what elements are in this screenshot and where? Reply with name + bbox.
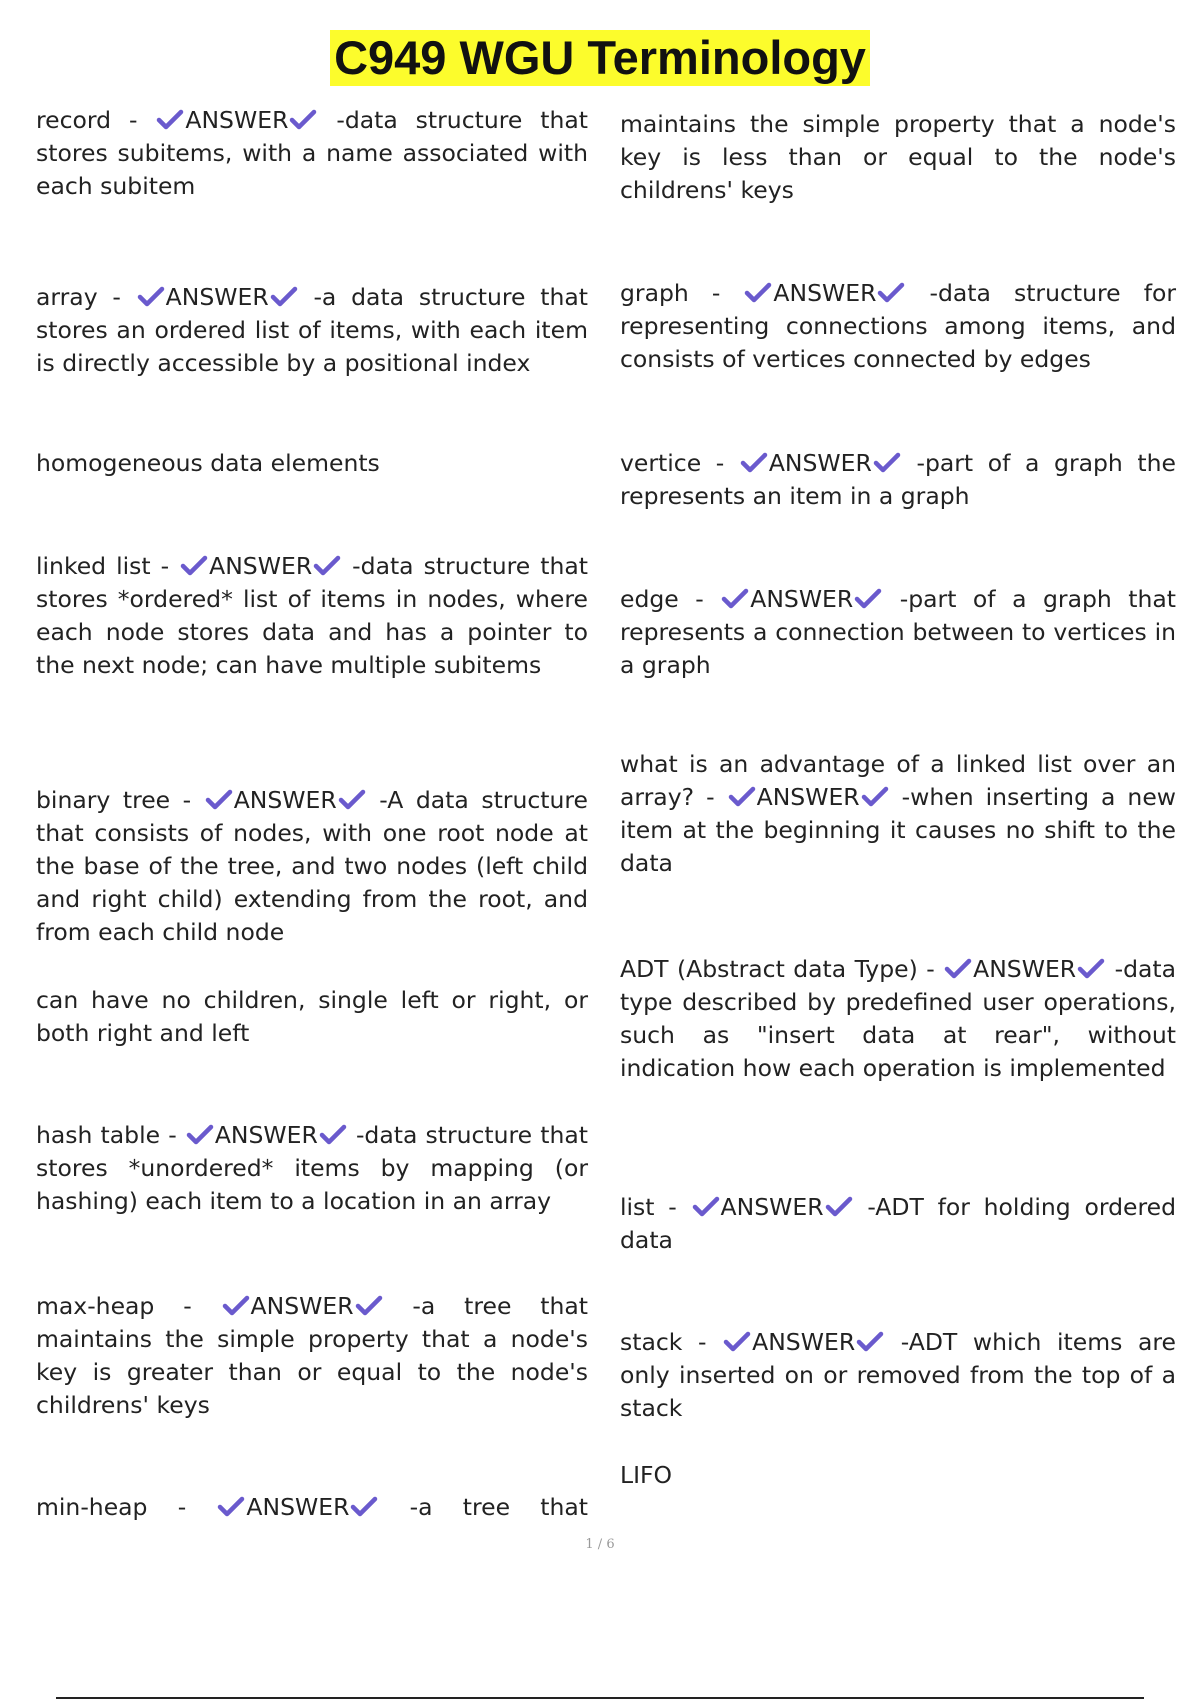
entry-note — [36, 984, 588, 1050]
entry-definition: -data structure for representing connections among items, and consists of vertices connected by edges — [620, 279, 1177, 373]
entry-list — [620, 1191, 1176, 1257]
check-icon — [319, 1123, 347, 1145]
check-icon — [350, 1495, 378, 1517]
entry-definition: -part of a graph the represents an item in a graph — [620, 449, 1176, 510]
entry-definition: -ADT for holding ordered data — [620, 1193, 1177, 1254]
entry-definition: -data structure that stores *ordered* list of items in nodes, where each node stores data and has a pointer to the next node; can have multiple subitems — [36, 552, 588, 679]
entry-hash-table — [36, 1119, 588, 1218]
entry-min-heap — [36, 1491, 588, 1524]
entry-definition: -ADT which items are only inserted on or removed from the top of a stack — [620, 1328, 1177, 1422]
entry-answer: ANSWER — [233, 786, 337, 814]
check-icon — [355, 1294, 383, 1316]
entry-text: can have no children, single left or right, or both right and left — [36, 986, 588, 1047]
check-icon — [180, 554, 208, 576]
entry-term: binary tree - — [36, 786, 204, 814]
check-icon — [723, 1330, 751, 1352]
check-icon — [217, 1495, 245, 1517]
entry-term: edge - — [620, 585, 721, 613]
check-icon — [877, 281, 905, 303]
check-icon — [692, 1195, 720, 1217]
check-icon — [270, 285, 298, 307]
entry-term: list - — [620, 1193, 691, 1221]
entry-term: min-heap - — [36, 1493, 217, 1521]
entry-term: record - — [36, 106, 156, 134]
entry-term: array - — [36, 283, 136, 311]
check-icon — [861, 785, 889, 807]
entry-term: vertice - — [620, 449, 739, 477]
entry-stack — [620, 1326, 1176, 1425]
check-icon — [186, 1123, 214, 1145]
entry-answer: ANSWER — [973, 955, 1077, 983]
check-icon — [854, 587, 882, 609]
entry-answer: ANSWER — [773, 279, 877, 307]
entry-term: hash table - — [36, 1121, 185, 1149]
entry-adt — [620, 953, 1176, 1085]
entry-definition: -data type described by predefined user operations, such as "insert data at rear", without indication how each operation is implemented — [620, 955, 1176, 1082]
entry-graph — [620, 277, 1176, 376]
entry-answer: ANSWER — [768, 449, 872, 477]
entry-answer: ANSWER — [185, 106, 289, 134]
bottom-divider — [56, 1697, 1144, 1699]
entry-answer: ANSWER — [165, 283, 269, 311]
entry-text: homogeneous data elements — [36, 449, 380, 477]
entry-answer: ANSWER — [246, 1493, 350, 1521]
entry-answer: ANSWER — [750, 585, 854, 613]
check-icon — [137, 285, 165, 307]
page-number: 1 / 6 — [585, 1537, 615, 1552]
check-icon — [1077, 957, 1105, 979]
check-icon — [156, 108, 184, 130]
entry-term: graph - — [620, 279, 744, 307]
entry-lifo — [620, 1459, 1176, 1492]
check-icon — [744, 281, 772, 303]
check-icon — [740, 451, 768, 473]
entry-vertice — [620, 447, 1176, 513]
check-icon — [338, 788, 366, 810]
entry-array — [36, 281, 588, 380]
check-icon — [825, 1195, 853, 1217]
check-icon — [721, 587, 749, 609]
entry-answer: ANSWER — [756, 783, 860, 811]
entry-answer: ANSWER — [720, 1193, 824, 1221]
entry-text: maintains the simple property that a node's key is less than or equal to the node's childrens' keys — [620, 110, 1176, 204]
title-wrap — [0, 30, 1200, 86]
entry-max-heap — [36, 1290, 588, 1422]
check-icon — [873, 451, 901, 473]
check-icon — [313, 554, 341, 576]
check-icon — [944, 957, 972, 979]
check-icon — [728, 785, 756, 807]
entry-record — [36, 104, 588, 203]
entry-linked-list — [36, 550, 588, 682]
entry-continuation — [620, 108, 1176, 207]
entry-term: ADT (Abstract data Type) - — [620, 955, 944, 983]
entry-definition: -a data structure that stores an ordered list of items, with each item is directly accessible by a positional index — [36, 283, 588, 377]
check-icon — [222, 1294, 250, 1316]
entry-definition: -data structure that stores subitems, with a name associated with each subitem — [36, 106, 588, 200]
entry-answer: ANSWER — [752, 1328, 856, 1356]
entry-term: max-heap - — [36, 1292, 221, 1320]
entry-definition: -A data structure that consists of nodes, with one root node at the base of the tree, and two nodes (left child and right child) extending from the root, and from each child node — [36, 786, 588, 946]
entry-answer: ANSWER — [209, 552, 313, 580]
check-icon — [289, 108, 317, 130]
entry-term: linked list - — [36, 552, 180, 580]
check-icon — [205, 788, 233, 810]
entry-answer: ANSWER — [250, 1292, 354, 1320]
entry-binary-tree — [36, 784, 588, 949]
entry-text: LIFO — [620, 1461, 673, 1489]
entry-note — [36, 447, 588, 480]
entry-term: what is an advantage of a linked list over an array? - — [620, 750, 1176, 811]
entry-definition: -when inserting a new item at the beginning it causes no shift to the data — [620, 783, 1177, 877]
entry-definition: -part of a graph that represents a connection between to vertices in a graph — [620, 585, 1177, 679]
entry-definition: -a tree that maintains the simple property that a node's key is greater than or equal to the node's childrens' keys — [36, 1292, 588, 1419]
entry-term: stack - — [620, 1328, 723, 1356]
entry-answer: ANSWER — [214, 1121, 318, 1149]
check-icon — [856, 1330, 884, 1352]
entry-edge — [620, 583, 1176, 682]
entry-linked-list-advantage — [620, 748, 1176, 880]
entry-definition: -a tree that — [379, 1493, 588, 1521]
entry-definition: -data structure that stores *unordered* items by mapping (or hashing) each item to a location in an array — [36, 1121, 588, 1215]
document-title: C949 WGU Terminology — [330, 30, 870, 86]
